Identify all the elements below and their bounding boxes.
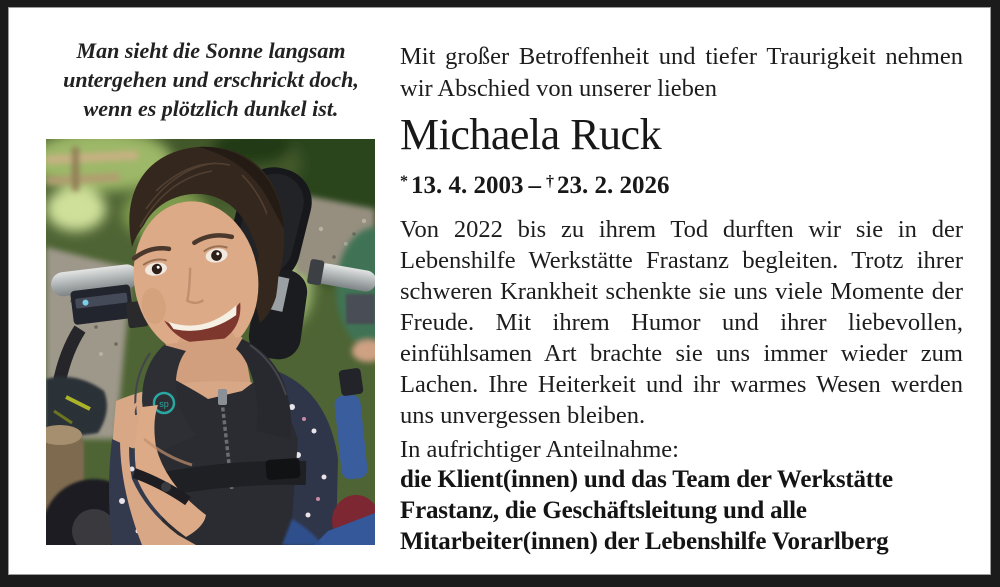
birth-star-symbol: * — [400, 173, 408, 190]
deceased-name: Michaela Ruck — [400, 110, 662, 159]
svg-text:sp: sp — [159, 399, 169, 409]
condolence-signatories — [400, 464, 968, 557]
death-cross-symbol: † — [546, 173, 554, 190]
condolence-label: In aufrichtiger Anteilnahme: — [400, 436, 679, 463]
quote-line: Man sieht die Sonne langsam — [76, 38, 346, 63]
quote-line: wenn es plötzlich dunkel ist. — [83, 96, 339, 121]
condolence-line: die Klient(innen) und das Team der Werkstätte — [400, 466, 893, 493]
obituary-page — [9, 8, 990, 574]
memorial-quote — [45, 36, 377, 123]
dates-separator: – — [528, 172, 541, 199]
obituary-body: Von 2022 bis zu ihrem Tod durften wir sie in der Lebenshilfe Werkstätte Frastanz begleiten. Trotz ihrer schweren Krankheit schenkte sie uns viele Momente der Freude. Mit ihrem Humor und ihrer liebevollen, einfühlsamen Art brachte sie uns immer wieder zum Lachen. Ihre Heiterkeit und ihr warmes Wesen werden uns unvergessen bleiben. — [400, 216, 963, 429]
portrait-photo-illustration — [46, 139, 375, 545]
quote-line: untergehen und erschrickt doch, — [63, 67, 359, 92]
life-dates — [400, 167, 963, 201]
death-date: 23. 2. 2026 — [557, 172, 670, 199]
condolence-line: Frastanz, die Geschäftsleitung und alle — [400, 497, 807, 524]
condolence-line: Mitarbeiter(innen) der Lebenshilfe Vorarlberg — [400, 528, 889, 555]
portrait-photo — [46, 139, 375, 545]
announcement-intro: Mit großer Betroffenheit und tiefer Traurigkeit nehmen wir Abschied von unserer lieben — [400, 43, 963, 102]
birth-date: 13. 4. 2003 — [411, 172, 524, 199]
